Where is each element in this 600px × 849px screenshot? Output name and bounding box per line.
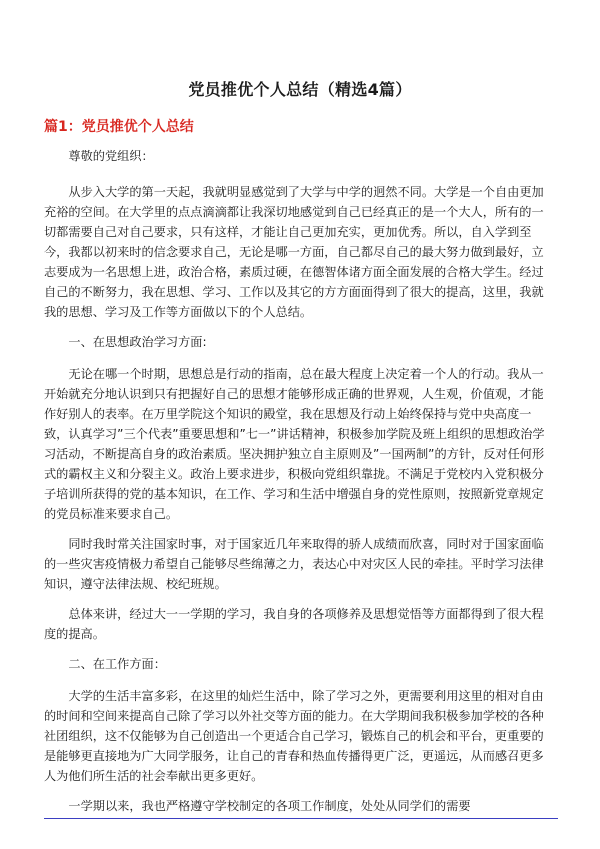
paragraph-summary: 总体来讲，经过大一一学期的学习，我自身的各项修养及思想觉悟等方面都得到了很大程度的提高。	[44, 607, 544, 641]
paragraph-intro: 从步入大学的第一天起，我就明显感觉到了大学与中学的迥然不同。大学是一个自由更加充裕的空间。在大学里的点点滴滴都让我深切地感觉到自己已经真正的是一个大人，所有的一切都需要自己对自己要求，只有这样，才能让自己更加充实，更加优秀。所以，自入学到至今，我都以初来时的信念要求自己，无论是哪一方面，自己都尽自己的最大努力做到最好，立志要成为一名思想上进，政治合格，素质过硬，在德智体诸方面全面发展的合格大学生。经过自己的不断努力，我在思想、学习、工作以及其它的方方面面得到了很大的提高，这里，我就我的思想、学习及工作等方面做以下的个人总结。	[44, 185, 544, 319]
paragraph-work: 大学的生活丰富多彩，在这里的灿烂生活中，除了学习之外，更需要利用这里的相对自由的时间和空间来提高自己除了学习以外社交等方面的能力。在大学期间我积极参加学校的各种社团组织，这不仅能够为自己创造出一个更适合自己学习，锻炼自己的机会和平台，更重要的是能够更直接地为广大同学服务，让自己的青春和热血传播得更广泛，更遥远，从而感召更多人为他们所生活的社会奉献出更多更好。	[44, 689, 544, 783]
paragraph-current-affairs: 同时我时常关注国家时事，对于国家近几年来取得的骄人成绩而欣喜，同时对于国家面临的一些灾害疫情极力希望自己能够尽些绵薄之力，表达心中对灾区人民的牵挂。平时学习法律知识，遵守法律法规、校纪班规。	[44, 537, 544, 591]
paragraph-work-continued: 一学期以来，我也严格遵守学校制定的各项工作制度，处处从同学们的需要	[68, 799, 471, 813]
bottom-divider	[44, 818, 558, 819]
document-body	[44, 146, 554, 826]
salutation: 尊敬的党组织：	[68, 149, 154, 163]
page-title: 党员推优个人总结（精选4篇）	[188, 80, 412, 99]
subheading-political-study: 一、在思想政治学习方面:	[68, 335, 207, 349]
paragraph-political-study: 无论在哪一个时期，思想总是行动的指南，总在最大程度上决定着一个人的行动。我从一开始就充分地认识到只有把握好自己的思想才能够形成正确的世界观，人生观，价值观，才能作好别人的表率。在万里学院这个知识的殿堂，我在思想及行动上始终保持与党中央高度一致，认真学习”三个代表”重要思想和”七一”讲话精神，积极参加学院及班上组织的思想政治学习活动，不断提高自身的政治素质。坚决拥护独立自主原则及”一国两制”的方针，反对任何形式的霸权主义和分裂主义。政治上要求进步，积极向党组织靠拢。不满足于党校内入党积极分子培训所获得的党的基本知识，在工作、学习和生活中增强自身的党性原则，按照新党章规定的党员标准来要求自己。	[44, 367, 545, 521]
section-heading: 篇1：党员推优个人总结	[44, 119, 194, 135]
subheading-work: 二、在工作方面：	[68, 657, 166, 671]
